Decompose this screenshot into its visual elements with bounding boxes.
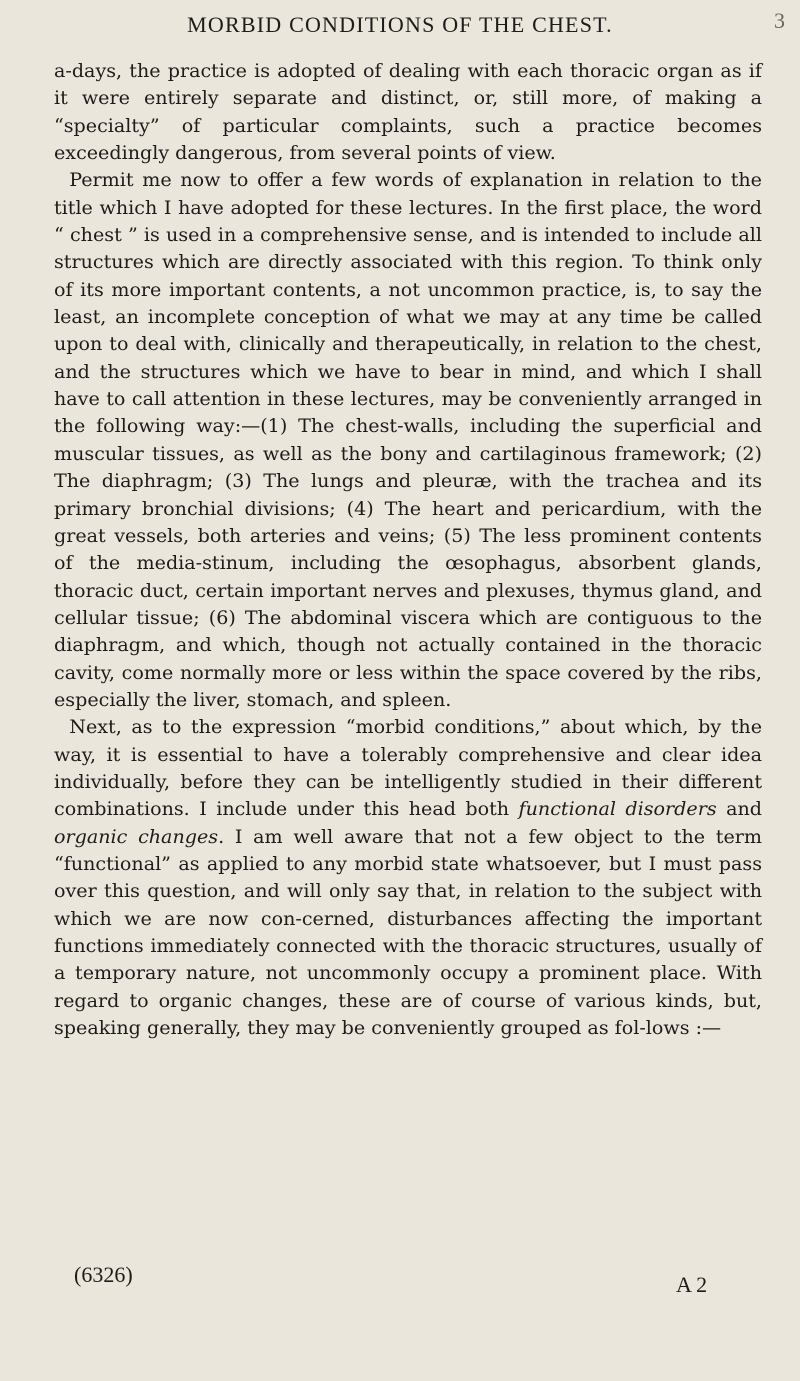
paragraph-3-text-b: and: [716, 797, 762, 821]
italic-organic-changes: organic changes: [54, 824, 219, 848]
paragraph-1: a-days, the practice is adopted of dealing with each thoracic organ as if it were entirely separate and distinct, or, still more, of making a “specialty” of particular complaints, such a practice becomes exceedingly dangerous, from several points of view.: [54, 59, 762, 165]
printer-mark: (6326): [74, 1262, 133, 1287]
italic-functional-disorders: functional disorders: [518, 797, 717, 821]
paragraph-3-text-a: Next, as to the expression “morbid conditions,” about which, by the way, it is essential to have a tolerably comprehensive and clear idea individually, before they can be intelligently studied in their different combinations. I include under this head both: [54, 715, 762, 821]
body-text: [54, 57, 762, 1041]
paragraph-2: Permit me now to offer a few words of explanation in relation to the title which I have adopted for these lectures. In the first place, the word “ chest ” is used in a comprehensive sense, and is intended to include all structures which are directly associated with this region. To think only of its more important contents, a not uncommon practice, is, to say the least, an incomplete conception of what we may at any time be called upon to deal with, clinically and therapeutically, in relation to the chest, and the structures which we have to bear in mind, and which I shall have to call attention in these lectures, may be conveniently arranged in the following way:—(1) The chest-walls, including the superficial and muscular tissues, as well as the bony and cartilaginous framework; (2) The diaphragm; (3) The lungs and pleuræ, with the trachea and its primary bronchial divisions; (4) The heart and pericardium, with the great vessels, both arteries and veins; (5) The less prominent contents of the media-stinum, including the œsophagus, absorbent glands, thoracic duct, certain important nerves and plexuses, thymus gland, and cellular tissue; (6) The abdominal viscera which are contiguous to the diaphragm, and which, though not actually contained in the thoracic cavity, come normally more or less within the space covered by the ribs, especially the liver, stomach, and spleen.: [54, 168, 762, 711]
signature-mark: A 2: [676, 1272, 708, 1297]
page-number: 3: [774, 8, 785, 33]
paragraph-3: [54, 713, 762, 1041]
paragraph-3-text-c: . I am well aware that not a few object to the term “functional” as applied to any morbid state whatsoever, but I must pass over this question, and will only say that, in relation to the subject with which we are now con-cerned, disturbances affecting the important functions immediately connected with the thoracic structures, usually of a temporary nature, not uncommonly occupy a prominent place. With regard to organic changes, these are of course of various kinds, but, speaking generally, they may be conveniently grouped as fol-lows :—: [54, 824, 762, 1040]
running-head: MORBID CONDITIONS OF THE CHEST.: [187, 12, 613, 37]
